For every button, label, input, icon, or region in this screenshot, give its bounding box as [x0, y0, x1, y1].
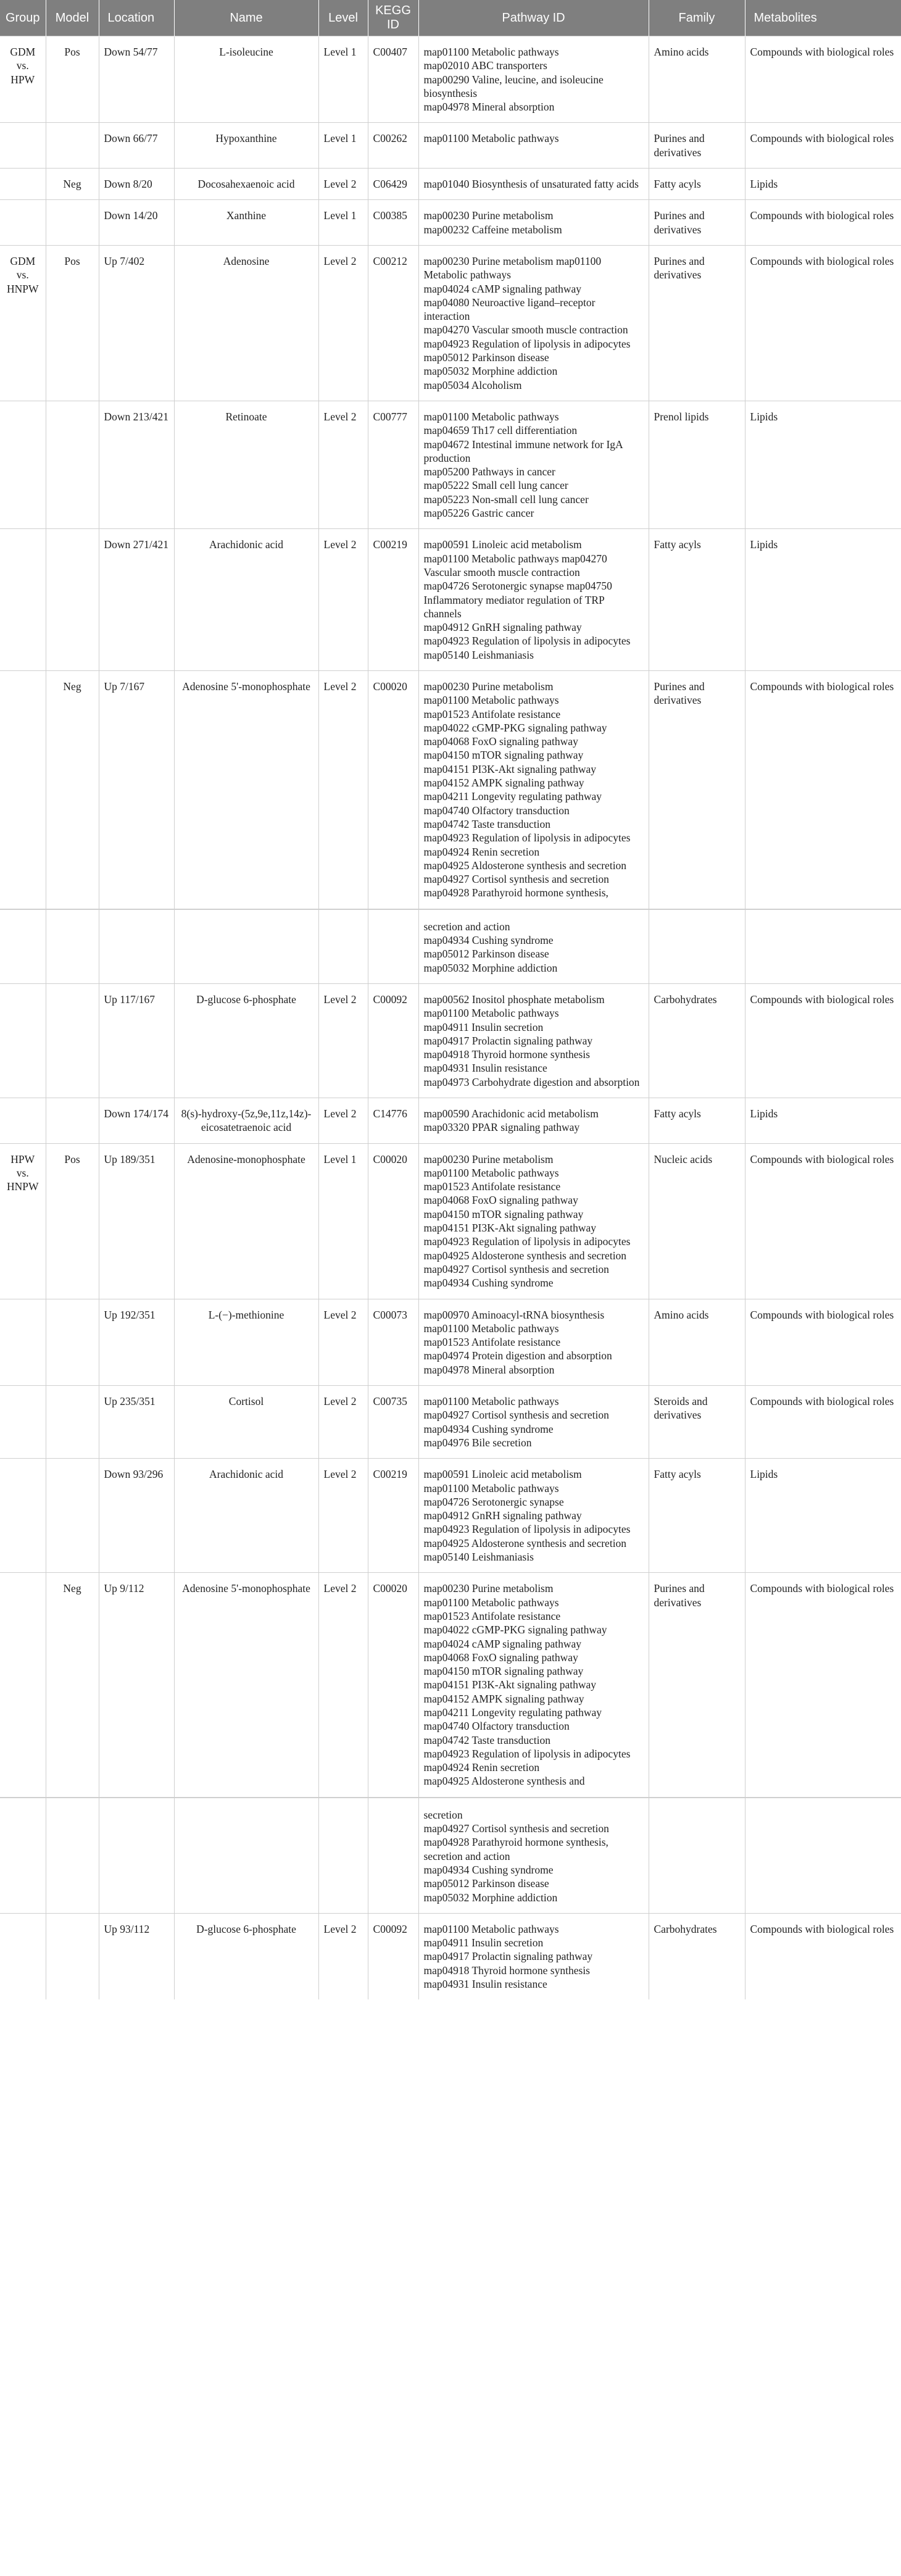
family-cell: Purines and derivatives	[649, 200, 745, 246]
metabolites-cell: Compounds with biological roles	[745, 983, 901, 1098]
kegg-id-cell: C00020	[368, 1143, 418, 1299]
location-cell	[99, 909, 174, 984]
level-cell: Level 2	[318, 1386, 368, 1459]
table-row	[0, 1798, 901, 1914]
location-cell: Up 189/351	[99, 1143, 174, 1299]
family-cell: Amino acids	[649, 1299, 745, 1385]
metabolites-cell: Lipids	[745, 169, 901, 200]
location-cell: Down 271/421	[99, 529, 174, 671]
metabolites-cell: Compounds with biological roles	[745, 200, 901, 246]
name-cell: Adenosine-monophosphate	[174, 1143, 318, 1299]
pathway-cell: map00230 Purine metabolism map01100 Metabolic pathways map04024 cAMP signaling pathway map04080 Neuroactive ligand–receptor interaction map04270 Vascular smooth muscle contraction map04923 Regulation of lipolysis in adipocytes map05012 Parkinson disease map05032 Morphine addiction map05034 Alcoholism	[418, 245, 649, 401]
model-cell	[46, 200, 99, 246]
group-cell	[0, 1459, 46, 1573]
level-cell: Level 2	[318, 245, 368, 401]
metabolites-cell: Lipids	[745, 529, 901, 671]
family-cell: Fatty acyls	[649, 529, 745, 671]
model-cell: Neg	[46, 169, 99, 200]
metabolites-cell: Compounds with biological roles	[745, 123, 901, 169]
family-cell: Nucleic acids	[649, 1143, 745, 1299]
location-cell	[99, 1798, 174, 1914]
group-cell	[0, 1573, 46, 1798]
location-cell: Down 213/421	[99, 401, 174, 528]
group-cell: GDM vs. HPW	[0, 36, 46, 123]
level-cell: Level 2	[318, 1459, 368, 1573]
pathway-cell: map01100 Metabolic pathways map04659 Th17 cell differentiation map04672 Intestinal immune network for IgA production map05200 Pathways in cancer map05222 Small cell lung cancer map05223 Non-small cell lung cancer map05226 Gastric cancer	[418, 401, 649, 528]
header-level: Level	[318, 0, 368, 36]
header-model: Model	[46, 0, 99, 36]
model-cell: Neg	[46, 670, 99, 909]
pathway-cell: map01100 Metabolic pathways map04927 Cortisol synthesis and secretion map04934 Cushing syndrome map04976 Bile secretion	[418, 1386, 649, 1459]
model-cell	[46, 123, 99, 169]
model-cell: Pos	[46, 245, 99, 401]
group-cell	[0, 1386, 46, 1459]
table-row	[0, 123, 901, 169]
model-cell	[46, 401, 99, 528]
location-cell: Up 192/351	[99, 1299, 174, 1385]
name-cell	[174, 909, 318, 984]
group-cell: GDM vs. HNPW	[0, 245, 46, 401]
location-cell: Down 93/296	[99, 1459, 174, 1573]
metabolites-cell: Compounds with biological roles	[745, 1913, 901, 1999]
group-cell	[0, 529, 46, 671]
group-cell	[0, 169, 46, 200]
kegg-id-cell: C00219	[368, 529, 418, 671]
table-row	[0, 169, 901, 200]
group-cell	[0, 909, 46, 984]
level-cell: Level 2	[318, 169, 368, 200]
table-row	[0, 1299, 901, 1385]
location-cell: Down 8/20	[99, 169, 174, 200]
model-cell	[46, 1098, 99, 1144]
group-cell	[0, 200, 46, 246]
kegg-id-cell: C14776	[368, 1098, 418, 1144]
group-cell	[0, 1098, 46, 1144]
table-row	[0, 1573, 901, 1798]
family-cell: Fatty acyls	[649, 169, 745, 200]
family-cell: Purines and derivatives	[649, 1573, 745, 1798]
table-row	[0, 670, 901, 909]
pathway-cell: map00230 Purine metabolism map01100 Metabolic pathways map01523 Antifolate resistance map04068 FoxO signaling pathway map04150 mTOR signaling pathway map04151 PI3K-Akt signaling pathway map04923 Regulation of lipolysis in adipocytes map04925 Aldosterone synthesis and secretion map04927 Cortisol synthesis and secretion map04934 Cushing syndrome	[418, 1143, 649, 1299]
table-row	[0, 36, 901, 123]
level-cell: Level 1	[318, 123, 368, 169]
kegg-id-cell: C00092	[368, 1913, 418, 1999]
pathway-cell: map00230 Purine metabolism map01100 Metabolic pathways map01523 Antifolate resistance map04022 cGMP-PKG signaling pathway map04024 cAMP signaling pathway map04068 FoxO signaling pathway map04150 mTOR signaling pathway map04151 PI3K-Akt signaling pathway map04152 AMPK signaling pathway map04211 Longevity regulating pathway map04740 Olfactory transduction map04742 Taste transduction map04923 Regulation of lipolysis in adipocytes map04924 Renin secretion map04925 Aldosterone synthesis and	[418, 1573, 649, 1798]
location-cell: Down 14/20	[99, 200, 174, 246]
model-cell	[46, 1459, 99, 1573]
kegg-id-cell: C00777	[368, 401, 418, 528]
model-cell: Neg	[46, 1573, 99, 1798]
model-cell	[46, 1913, 99, 1999]
header-pathway-id: Pathway ID	[418, 0, 649, 36]
location-cell: Up 7/167	[99, 670, 174, 909]
table-row	[0, 1143, 901, 1299]
pathway-cell: map00230 Purine metabolism map01100 Metabolic pathways map01523 Antifolate resistance map04022 cGMP-PKG signaling pathway map04068 FoxO signaling pathway map04150 mTOR signaling pathway map04151 PI3K-Akt signaling pathway map04152 AMPK signaling pathway map04211 Longevity regulating pathway map04740 Olfactory transduction map04742 Taste transduction map04923 Regulation of lipolysis in adipocytes map04924 Renin secretion map04925 Aldosterone synthesis and secretion map04927 Cortisol synthesis and secretion map04928 Parathyroid hormone synthesis,	[418, 670, 649, 909]
kegg-id-cell: C00735	[368, 1386, 418, 1459]
header-family: Family	[649, 0, 745, 36]
model-cell	[46, 1299, 99, 1385]
pathway-cell: map00591 Linoleic acid metabolism map01100 Metabolic pathways map04270 Vascular smooth muscle contraction map04726 Serotonergic synapse map04750 Inflammatory mediator regulation of TRP channels map04912 GnRH signaling pathway map04923 Regulation of lipolysis in adipocytes map05140 Leishmaniasis	[418, 529, 649, 671]
location-cell: Down 66/77	[99, 123, 174, 169]
metabolites-cell: Compounds with biological roles	[745, 670, 901, 909]
group-cell: HPW vs. HNPW	[0, 1143, 46, 1299]
name-cell: Adenosine 5'-monophosphate	[174, 1573, 318, 1798]
family-cell: Purines and derivatives	[649, 123, 745, 169]
kegg-id-cell	[368, 1798, 418, 1914]
name-cell: Arachidonic acid	[174, 1459, 318, 1573]
level-cell: Level 1	[318, 36, 368, 123]
pathway-cell: map01100 Metabolic pathways map02010 ABC transporters map00290 Valine, leucine, and isoleucine biosynthesis map04978 Mineral absorption	[418, 36, 649, 123]
table-row	[0, 983, 901, 1098]
family-cell: Amino acids	[649, 36, 745, 123]
name-cell: Hypoxanthine	[174, 123, 318, 169]
name-cell: L-(−)-methionine	[174, 1299, 318, 1385]
pathway-cell: map00590 Arachidonic acid metabolism map03320 PPAR signaling pathway	[418, 1098, 649, 1144]
metabolites-cell: Compounds with biological roles	[745, 36, 901, 123]
header-name: Name	[174, 0, 318, 36]
group-cell	[0, 983, 46, 1098]
group-cell	[0, 1913, 46, 1999]
kegg-id-cell: C00385	[368, 200, 418, 246]
metabolites-cell: Compounds with biological roles	[745, 1573, 901, 1798]
name-cell: Adenosine	[174, 245, 318, 401]
group-cell	[0, 1299, 46, 1385]
name-cell: Adenosine 5'-monophosphate	[174, 670, 318, 909]
level-cell: Level 2	[318, 529, 368, 671]
metabolites-cell: Lipids	[745, 1098, 901, 1144]
kegg-id-cell: C00020	[368, 670, 418, 909]
name-cell: Xanthine	[174, 200, 318, 246]
level-cell: Level 2	[318, 983, 368, 1098]
pathway-cell: secretion map04927 Cortisol synthesis and secretion map04928 Parathyroid hormone synthesis, secretion and action map04934 Cushing syndrome map05012 Parkinson disease map05032 Morphine addiction	[418, 1798, 649, 1914]
model-cell: Pos	[46, 1143, 99, 1299]
family-cell: Purines and derivatives	[649, 245, 745, 401]
level-cell: Level 1	[318, 1143, 368, 1299]
table-row	[0, 1459, 901, 1573]
group-cell	[0, 401, 46, 528]
pathway-cell: map00230 Purine metabolism map00232 Caffeine metabolism	[418, 200, 649, 246]
level-cell: Level 2	[318, 1573, 368, 1798]
level-cell: Level 2	[318, 1913, 368, 1999]
header-location: Location	[99, 0, 174, 36]
model-cell	[46, 529, 99, 671]
level-cell: Level 2	[318, 1299, 368, 1385]
level-cell: Level 1	[318, 200, 368, 246]
group-cell	[0, 1798, 46, 1914]
pathway-cell: secretion and action map04934 Cushing syndrome map05012 Parkinson disease map05032 Morphine addiction	[418, 909, 649, 984]
pathway-cell: map00562 Inositol phosphate metabolism map01100 Metabolic pathways map04911 Insulin secretion map04917 Prolactin signaling pathway map04918 Thyroid hormone synthesis map04931 Insulin resistance map04973 Carbohydrate digestion and absorption	[418, 983, 649, 1098]
metabolites-cell: Compounds with biological roles	[745, 1386, 901, 1459]
level-cell	[318, 909, 368, 984]
location-cell: Up 7/402	[99, 245, 174, 401]
pathway-cell: map01100 Metabolic pathways	[418, 123, 649, 169]
location-cell: Down 54/77	[99, 36, 174, 123]
table-row	[0, 1386, 901, 1459]
family-cell: Carbohydrates	[649, 983, 745, 1098]
name-cell: Arachidonic acid	[174, 529, 318, 671]
metabolites-cell: Compounds with biological roles	[745, 1299, 901, 1385]
kegg-id-cell	[368, 909, 418, 984]
table-body	[0, 36, 901, 2000]
model-cell	[46, 983, 99, 1098]
family-cell: Steroids and derivatives	[649, 1386, 745, 1459]
family-cell: Carbohydrates	[649, 1913, 745, 1999]
name-cell: D-glucose 6-phosphate	[174, 983, 318, 1098]
family-cell	[649, 909, 745, 984]
name-cell: 8(s)-hydroxy-(5z,9e,11z,14z)-eicosatetraenoic acid	[174, 1098, 318, 1144]
model-cell: Pos	[46, 36, 99, 123]
pathway-cell: map00970 Aminoacyl-tRNA biosynthesis map01100 Metabolic pathways map01523 Antifolate resistance map04974 Protein digestion and absorption map04978 Mineral absorption	[418, 1299, 649, 1385]
family-cell: Purines and derivatives	[649, 670, 745, 909]
level-cell: Level 2	[318, 670, 368, 909]
level-cell: Level 2	[318, 1098, 368, 1144]
table-row	[0, 401, 901, 528]
model-cell	[46, 1386, 99, 1459]
kegg-id-cell: C00020	[368, 1573, 418, 1798]
level-cell	[318, 1798, 368, 1914]
metabolites-cell: Lipids	[745, 401, 901, 528]
pathway-cell: map01100 Metabolic pathways map04911 Insulin secretion map04917 Prolactin signaling pathway map04918 Thyroid hormone synthesis map04931 Insulin resistance	[418, 1913, 649, 1999]
metabolites-cell	[745, 1798, 901, 1914]
name-cell	[174, 1798, 318, 1914]
name-cell: Cortisol	[174, 1386, 318, 1459]
name-cell: Docosahexaenoic acid	[174, 169, 318, 200]
location-cell: Up 235/351	[99, 1386, 174, 1459]
location-cell: Down 174/174	[99, 1098, 174, 1144]
location-cell: Up 9/112	[99, 1573, 174, 1798]
table-row	[0, 245, 901, 401]
group-cell	[0, 670, 46, 909]
location-cell: Up 117/167	[99, 983, 174, 1098]
table-row	[0, 529, 901, 671]
kegg-id-cell: C00092	[368, 983, 418, 1098]
kegg-id-cell: C00212	[368, 245, 418, 401]
kegg-id-cell: C00407	[368, 36, 418, 123]
family-cell: Prenol lipids	[649, 401, 745, 528]
header-kegg-id: KEGG ID	[368, 0, 418, 36]
kegg-id-cell: C06429	[368, 169, 418, 200]
metabolites-cell: Compounds with biological roles	[745, 245, 901, 401]
kegg-id-cell: C00262	[368, 123, 418, 169]
group-cell	[0, 123, 46, 169]
kegg-id-cell: C00073	[368, 1299, 418, 1385]
pathway-cell: map00591 Linoleic acid metabolism map01100 Metabolic pathways map04726 Serotonergic synapse map04912 GnRH signaling pathway map04923 Regulation of lipolysis in adipocytes map04925 Aldosterone synthesis and secretion map05140 Leishmaniasis	[418, 1459, 649, 1573]
header-metabolites: Metabolites	[745, 0, 901, 36]
name-cell: D-glucose 6-phosphate	[174, 1913, 318, 1999]
level-cell: Level 2	[318, 401, 368, 528]
header-group: Group	[0, 0, 46, 36]
family-cell: Fatty acyls	[649, 1098, 745, 1144]
model-cell	[46, 909, 99, 984]
metabolites-cell: Lipids	[745, 1459, 901, 1573]
model-cell	[46, 1798, 99, 1914]
name-cell: Retinoate	[174, 401, 318, 528]
family-cell	[649, 1798, 745, 1914]
kegg-id-cell: C00219	[368, 1459, 418, 1573]
table-row	[0, 1913, 901, 1999]
metabolites-cell	[745, 909, 901, 984]
pathway-cell: map01040 Biosynthesis of unsaturated fatty acids	[418, 169, 649, 200]
location-cell: Up 93/112	[99, 1913, 174, 1999]
name-cell: L-isoleucine	[174, 36, 318, 123]
metabolites-cell: Compounds with biological roles	[745, 1143, 901, 1299]
table-row	[0, 200, 901, 246]
table-row	[0, 909, 901, 984]
table-header-row	[0, 0, 901, 36]
table-row	[0, 1098, 901, 1144]
family-cell: Fatty acyls	[649, 1459, 745, 1573]
